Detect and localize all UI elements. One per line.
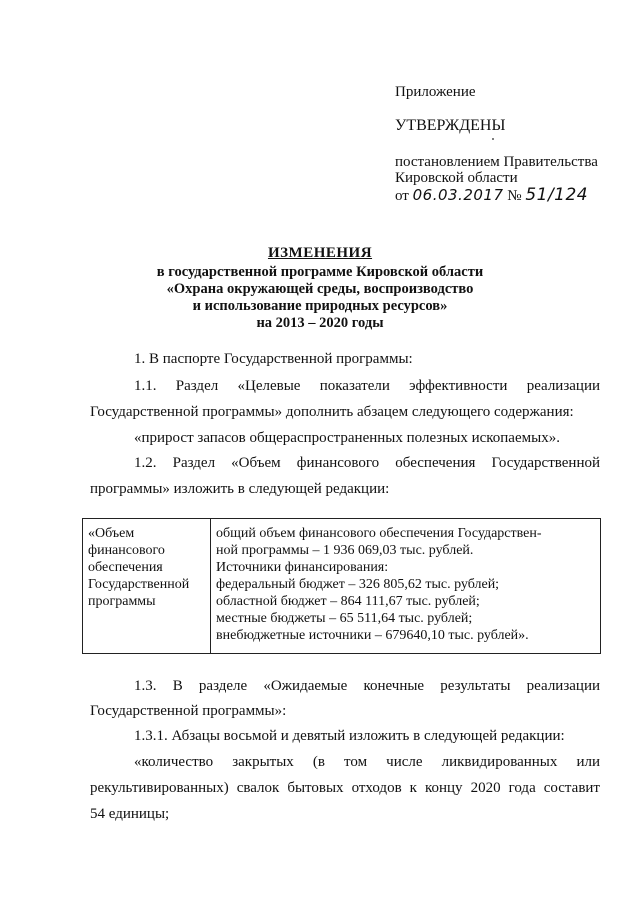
appendix-label: Приложение bbox=[395, 84, 476, 100]
quote-line-3: 54 единицы; bbox=[90, 806, 170, 822]
paragraph-1-1-line-1: 1.1. Раздел «Целевые показатели эффективности реализации bbox=[134, 378, 600, 394]
date-prefix: от bbox=[395, 188, 409, 204]
paragraph-1-3-line-1: 1.3. В разделе «Ожидаемые конечные результаты реализации bbox=[134, 678, 600, 694]
label-line: Государственной bbox=[88, 577, 190, 592]
decree-line-1: постановлением Правительства bbox=[395, 154, 598, 170]
paragraph-1-2-line-2: программы» изложить в следующей редакции: bbox=[90, 481, 390, 497]
title-line-3: «Охрана окружающей среды, воспроизводство bbox=[166, 281, 474, 297]
content-line: внебюджетные источники – 679640,10 тыс. рублей». bbox=[216, 628, 529, 643]
title-line-4: и использование природных ресурсов» bbox=[192, 298, 448, 314]
approved-label: УТВЕРЖДЕНЫ bbox=[395, 117, 506, 134]
paragraph-1-3-line-2: Государственной программы»: bbox=[90, 703, 287, 719]
label-line: «Объем bbox=[88, 526, 135, 541]
financing-table bbox=[82, 518, 601, 654]
label-line: финансового bbox=[88, 543, 165, 558]
quote-line-1: «количество закрытых (в том числе ликвидированных или bbox=[134, 754, 600, 770]
paragraph-1-1-quote: «прирост запасов общераспространенных полезных ископаемых». bbox=[134, 430, 560, 446]
paragraph-1: 1. В паспорте Государственной программы: bbox=[134, 351, 413, 367]
decree-line-2: Кировской области bbox=[395, 170, 518, 186]
paragraph-1-2-line-1: 1.2. Раздел «Объем финансового обеспечения Государственной bbox=[134, 455, 600, 471]
title-line-5: на 2013 – 2020 годы bbox=[256, 315, 384, 331]
content-line: ной программы – 1 936 069,03 тыс. рублей. bbox=[216, 543, 474, 558]
handwritten-number: 51/124 bbox=[525, 185, 589, 205]
table-cell-content bbox=[211, 519, 601, 654]
title-line-2: в государственной программе Кировской области bbox=[156, 264, 484, 280]
content-line: федеральный бюджет – 326 805,62 тыс. рублей; bbox=[216, 577, 500, 592]
scan-speck bbox=[492, 138, 494, 140]
label-line: обеспечения bbox=[88, 560, 163, 575]
number-prefix: № bbox=[507, 188, 522, 204]
table-cell-label bbox=[83, 519, 211, 654]
handwritten-date: 06.03.2017 bbox=[412, 186, 504, 204]
quote-line-2: рекультивированных) свалок бытовых отходов к концу 2020 года составит bbox=[90, 780, 600, 796]
paragraph-1-3-1: 1.3.1. Абзацы восьмой и девятый изложить в следующей редакции: bbox=[134, 728, 565, 744]
paragraph-1-1-line-2: Государственной программы» дополнить абзацем следующего содержания: bbox=[90, 404, 574, 420]
table-row bbox=[83, 519, 601, 654]
content-line: Источники финансирования: bbox=[216, 560, 389, 575]
content-line: общий объем финансового обеспечения Государствен- bbox=[216, 526, 542, 541]
decree-date-number bbox=[395, 187, 588, 204]
document-title: ИЗМЕНЕНИЯ bbox=[267, 245, 373, 261]
content-line: местные бюджеты – 65 511,64 тыс. рублей; bbox=[216, 611, 473, 626]
content-line: областной бюджет – 864 111,67 тыс. рублей; bbox=[216, 594, 480, 609]
label-line: программы bbox=[88, 594, 156, 609]
